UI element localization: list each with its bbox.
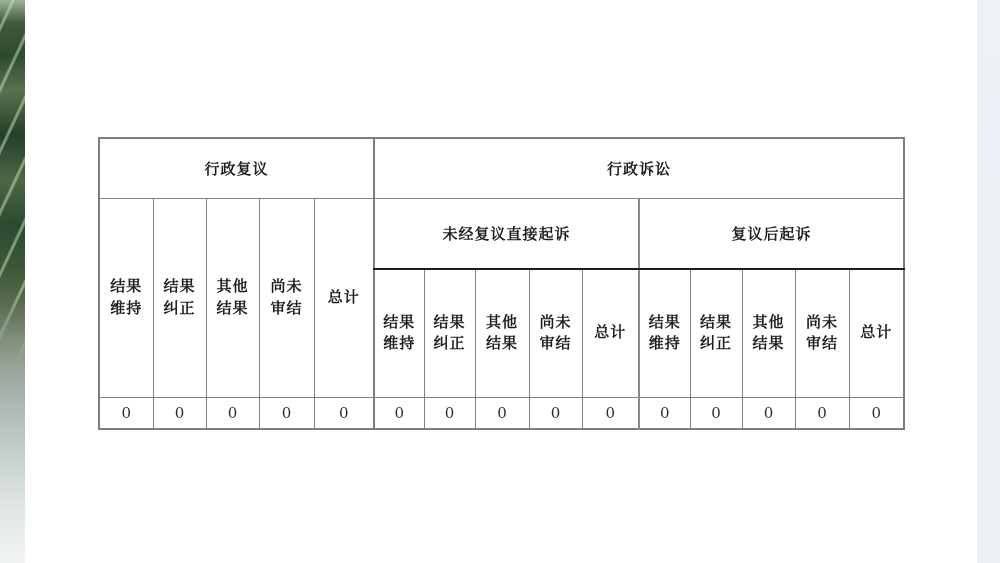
col-header-label: 其他结果 [752,313,785,353]
col-header-total [849,269,904,397]
value-cell: 0 [475,397,529,429]
col-header-result-upheld [639,269,690,397]
section-header-administrative-litigation: 行政诉讼 [374,138,904,198]
col-header-pending [795,269,849,397]
col-header-label: 结果维持 [383,313,416,353]
sub-header-row [99,198,904,269]
leaf-veins-decor [0,0,25,563]
value-cell: 0 [259,397,314,429]
col-header-pending [259,198,314,397]
col-header-result-corrected [424,269,475,397]
col-header-result-upheld [374,269,424,397]
col-header-other-result [475,269,529,397]
value-cell: 0 [639,397,690,429]
subheader-lawsuit-after-reconsideration: 复议后起诉 [639,198,904,269]
value-cell: 0 [690,397,742,429]
col-header-result-upheld [99,198,153,397]
col-header-label: 结果纠正 [699,313,732,353]
right-edge-strip [977,0,1000,563]
col-header-other-result [206,198,259,397]
value-cell: 0 [742,397,795,429]
col-header-label: 其他结果 [485,313,518,353]
col-header-total [314,198,374,397]
value-cell: 0 [795,397,849,429]
col-header-label: 尚未审结 [270,277,303,317]
col-header-label: 结果纠正 [433,313,466,353]
col-header-label: 其他结果 [216,277,249,317]
col-header-label: 结果维持 [110,277,143,317]
value-cell: 0 [529,397,582,429]
reconsideration-litigation-stats-table [98,137,905,430]
section-header-administrative-reconsideration: 行政复议 [99,138,374,198]
top-header-row [99,138,904,198]
value-cell: 0 [582,397,639,429]
col-header-result-corrected [153,198,206,397]
data-row [99,397,904,429]
value-cell: 0 [153,397,206,429]
col-header-label: 结果纠正 [163,277,196,317]
value-cell: 0 [314,397,374,429]
col-header-label: 结果维持 [648,313,681,353]
value-cell: 0 [374,397,424,429]
col-header-result-corrected [690,269,742,397]
col-header-label: 总计 [594,324,627,342]
value-cell: 0 [99,397,153,429]
subheader-direct-lawsuit: 未经复议直接起诉 [374,198,639,269]
col-header-pending [529,269,582,397]
col-header-label: 尚未审结 [539,313,572,353]
value-cell: 0 [206,397,259,429]
col-header-total [582,269,639,397]
value-cell: 0 [849,397,904,429]
col-header-label: 尚未审结 [805,313,838,353]
col-header-label: 总计 [327,288,360,306]
value-cell: 0 [424,397,475,429]
col-header-label: 总计 [860,324,893,342]
col-header-other-result [742,269,795,397]
